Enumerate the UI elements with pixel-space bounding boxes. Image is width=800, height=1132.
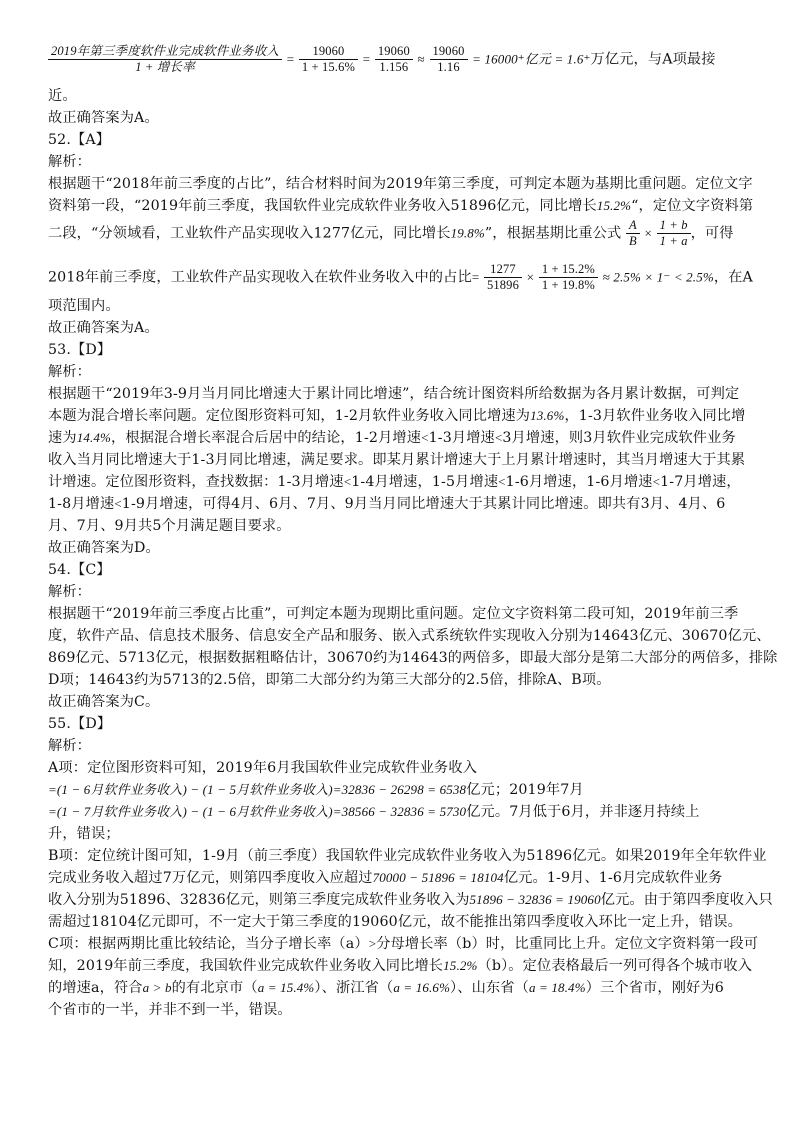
fraction-q3-income bbox=[48, 44, 282, 75]
text-line: 个省市的一半，并非不到一半，错误。 bbox=[48, 1002, 292, 1018]
line-text: 完成业务收入超过7万亿元，则第四季度收入应超过 bbox=[48, 870, 373, 886]
text-line bbox=[48, 196, 760, 216]
line-text: 收入分别为51896、32836亿元，则第三季度完成软件业务收入为 bbox=[48, 892, 470, 908]
line-text: ，可得 bbox=[690, 225, 734, 242]
fraction-numerator: 1277 bbox=[484, 262, 522, 278]
less-than-sign: < bbox=[498, 474, 506, 489]
less-than-sign: < bbox=[652, 474, 661, 489]
line-text: 分母增长率（b）时，比重同比上升。定位文字资料第一段可 bbox=[376, 936, 759, 952]
text-line: B项：定位统计图可知，1-9月（前三季度）我国软件业完成软件业务收入为51896亿元。如果2019年全年软件业 bbox=[48, 848, 767, 864]
line-text: 1-7月增速， bbox=[660, 474, 741, 490]
line-text: ）、山东省（ bbox=[450, 980, 529, 996]
result-expression: = 16000⁺亿元 = 1.6⁺ bbox=[472, 51, 591, 67]
text-line bbox=[48, 868, 760, 888]
math-expression: =(1 − 7月软件业务收入) − (1 − 6月软件业务收入)=38566 − 32836 = 5730 bbox=[48, 804, 467, 819]
fraction-19060-over-rate bbox=[299, 44, 358, 75]
fraction-1277-over-51896 bbox=[484, 262, 522, 293]
math-value: 14.4% bbox=[76, 430, 112, 445]
analysis-heading: 解析： bbox=[48, 738, 92, 754]
fraction-denominator: 1 + 15.6% bbox=[301, 60, 356, 74]
analysis-heading: 解析： bbox=[48, 364, 92, 380]
line-text: 速为 bbox=[48, 430, 77, 446]
fraction-numerator: 19060 bbox=[375, 44, 413, 60]
line-text: 亿元。由于第四季度收入只 bbox=[600, 892, 773, 908]
text-line bbox=[48, 956, 760, 976]
math-expression: 51896 − 32836 = 19060 bbox=[469, 892, 601, 907]
math-expression: =(1 − 6月软件业务收入) − (1 − 5月软件业务收入)=32836 − 26298 = 6538 bbox=[48, 782, 467, 797]
line-text: 2018年前三季度，工业软件产品实现收入在软件业务收入中的占比 bbox=[48, 269, 472, 286]
line-text: 计增速。定位图形资料，查找数据：1-3月增速 bbox=[48, 474, 344, 490]
text-line: 根据题干“2018年前三季度的占比”，结合材料时间为2019年第三季度，可判定本题为基期比重问题。定位文字 bbox=[48, 176, 753, 192]
fraction-denominator: 1.156 bbox=[379, 60, 409, 74]
text-line: 月、7月、9月共5个月满足题目要求。 bbox=[48, 518, 291, 534]
line-text: 本题为混合增长率问题。定位图形资料可知，1-2月软件业务收入同比增速为 bbox=[48, 408, 531, 424]
line-text: 1-3月增速 bbox=[428, 430, 495, 446]
line-text: 万亿元，与A项最接 bbox=[590, 51, 716, 68]
line-text: ）三个省市，刚好为6 bbox=[585, 980, 724, 996]
equals-sign: = bbox=[471, 269, 480, 285]
math-value: ≈ 2.5% × 1⁻ < 2.5% bbox=[602, 269, 714, 285]
text-line: 869亿元、5713亿元，根据数据粗略估计，30670约为14643的两倍多，即最大部分是第二大部分的两倍多，排除 bbox=[48, 650, 778, 666]
line-text: 的有北京市（ bbox=[171, 980, 258, 996]
text-line: 项范围内。 bbox=[48, 298, 120, 314]
approx-sign: ≈ bbox=[417, 51, 425, 67]
text-line bbox=[48, 780, 760, 800]
math-value: a = 16.6% bbox=[393, 980, 451, 995]
math-value: a > b bbox=[142, 980, 172, 995]
line-text: ）、浙江省（ bbox=[314, 980, 394, 996]
text-line bbox=[48, 428, 760, 448]
greater-than-sign: > bbox=[368, 936, 377, 951]
formula-line-1 bbox=[48, 44, 760, 75]
math-value: a = 15.4% bbox=[257, 980, 315, 995]
text-line bbox=[48, 406, 760, 426]
fraction-denominator: 51896 bbox=[486, 278, 519, 292]
text-line: 收入当月同比增速大于1-3月同比增速，满足要求。即某月累计增速大于上月累计增速时，其当月增速大于其累 bbox=[48, 452, 746, 468]
fraction-numerator: A bbox=[626, 218, 640, 234]
line-text: 3月增速，则3月软件业完成软件业务 bbox=[502, 430, 736, 446]
analysis-heading: 解析： bbox=[48, 154, 92, 170]
less-than-sign: < bbox=[494, 430, 503, 445]
text-line: A项：定位图形资料可知，2019年6月我国软件业完成软件业务收入 bbox=[48, 760, 478, 776]
line-text: 亿元。1-9月、1-6月完成软件业务 bbox=[503, 870, 723, 886]
text-line: 根据题干“2019年前三季度占比重”，可判定本题为现期比重问题。定位文字资料第二段可知，2019年前三季 bbox=[48, 606, 739, 622]
text-line: D项；14643约为5713的2.5倍，即第二大部分约为第三大部分的2.5倍，排除A、B项。 bbox=[48, 672, 611, 688]
line-text: C项：根据两期比重比较结论，当分子增长率（a） bbox=[48, 936, 369, 952]
less-than-sign: < bbox=[421, 430, 429, 445]
fraction-denominator: 1.16 bbox=[437, 60, 460, 74]
text-line bbox=[48, 472, 760, 492]
question-number: 55.【D】 bbox=[48, 716, 112, 732]
equals-sign: = bbox=[362, 51, 371, 67]
line-text: ，根据混合增长率混合后居中的结论，1-2月增速 bbox=[111, 430, 422, 446]
fraction-growth-ratio bbox=[657, 218, 691, 249]
text-line: 近。 bbox=[48, 88, 77, 104]
fraction-denominator: 1 + 19.8% bbox=[541, 278, 595, 292]
text-line bbox=[48, 978, 760, 998]
fraction-denominator: B bbox=[629, 234, 637, 248]
text-line bbox=[48, 262, 760, 293]
math-expression: 70000 − 51896 = 18104 bbox=[372, 870, 504, 885]
line-text: 二段，“分领域看，工业软件产品实现收入1277亿元，同比增长 bbox=[48, 225, 451, 242]
line-text: “，定位文字资料第 bbox=[631, 198, 754, 214]
text-line: 度，软件产品、信息技术服务、信息安全产品和服务、嵌入式系统软件实现收入分别为14643亿元、30670亿元、 bbox=[48, 628, 771, 644]
text-line bbox=[48, 494, 760, 514]
answer-line: 故正确答案为C。 bbox=[48, 694, 160, 710]
text-line bbox=[48, 934, 760, 954]
fraction-a-over-b bbox=[626, 218, 640, 249]
text-line bbox=[48, 218, 760, 249]
question-number: 52.【A】 bbox=[48, 132, 111, 148]
line-text: ”，根据基期比重公式 bbox=[484, 225, 622, 242]
text-line: 根据题干“2019年3-9月当月同比增速大于累计同比增速”，结合统计图资料所给数据为各月累计数据，可判定 bbox=[48, 386, 740, 402]
fraction-19060-over-1156 bbox=[375, 44, 413, 75]
math-value: a = 18.4% bbox=[528, 980, 586, 995]
fraction-denominator: 1 + a bbox=[659, 234, 688, 248]
fraction-19060-over-116 bbox=[430, 44, 468, 75]
text-line bbox=[48, 890, 773, 910]
line-text: 1-6月增速，1-6月增速 bbox=[505, 474, 653, 490]
line-text: ，1-3月软件业务收入同比增 bbox=[564, 408, 746, 424]
line-text: （b）。定位表格最后一列可得各个城市收入 bbox=[477, 958, 753, 974]
times-sign: × bbox=[526, 269, 535, 285]
fraction-numerator: 1 + b bbox=[657, 218, 691, 234]
math-value: 13.6% bbox=[530, 408, 565, 423]
text-line: 需超过18104亿元即可，不一定大于第三季度的19060亿元，故不能推出第四季度收入环比一定上升，错误。 bbox=[48, 914, 742, 930]
answer-line: 故正确答案为A。 bbox=[48, 320, 159, 336]
text-line bbox=[48, 802, 760, 822]
analysis-heading: 解析： bbox=[48, 584, 92, 600]
line-text: 1-8月增速 bbox=[48, 496, 115, 512]
fraction-numerator: 2019年第三季度软件业完成软件业务收入 bbox=[48, 44, 282, 60]
math-value: 19.8% bbox=[450, 225, 485, 241]
line-text: 资料第一段，“2019年前三季度，我国软件业完成软件业务收入51896亿元，同比增长 bbox=[48, 198, 597, 214]
times-sign: × bbox=[644, 225, 652, 241]
less-than-sign: < bbox=[114, 496, 122, 511]
line-text: 亿元；2019年7月 bbox=[466, 782, 584, 798]
fraction-growth-rates bbox=[539, 262, 598, 293]
line-text: 的增速a，符合 bbox=[48, 980, 143, 996]
line-text: 1-4月增速，1-5月增速 bbox=[351, 474, 499, 490]
answer-line: 故正确答案为D。 bbox=[48, 540, 160, 556]
math-value: 15.2% bbox=[443, 958, 478, 973]
less-than-sign: < bbox=[343, 474, 352, 489]
fraction-denominator: 1 + 增长率 bbox=[135, 60, 195, 74]
fraction-numerator: 19060 bbox=[430, 44, 468, 60]
line-text: 知，2019年前三季度，我国软件业完成软件业务收入同比增长 bbox=[48, 958, 444, 974]
fraction-numerator: 19060 bbox=[299, 44, 358, 60]
fraction-numerator: 1 + 15.2% bbox=[539, 262, 598, 278]
text-line: 升，错误； bbox=[48, 826, 120, 842]
question-number: 54.【C】 bbox=[48, 562, 111, 578]
question-number: 53.【D】 bbox=[48, 342, 112, 358]
line-text: 1-9月增速，可得4月、6月、7月、9月当月同比增速大于其累计同比增速。即共有3月、4月、6 bbox=[121, 496, 726, 512]
equals-sign: = bbox=[286, 51, 295, 67]
math-value: 15.2% bbox=[596, 198, 632, 213]
line-text: ，在A bbox=[713, 269, 753, 286]
line-text: 亿元。7月低于6月，并非逐月持续上 bbox=[466, 804, 700, 820]
answer-line: 故正确答案为A。 bbox=[48, 110, 159, 126]
